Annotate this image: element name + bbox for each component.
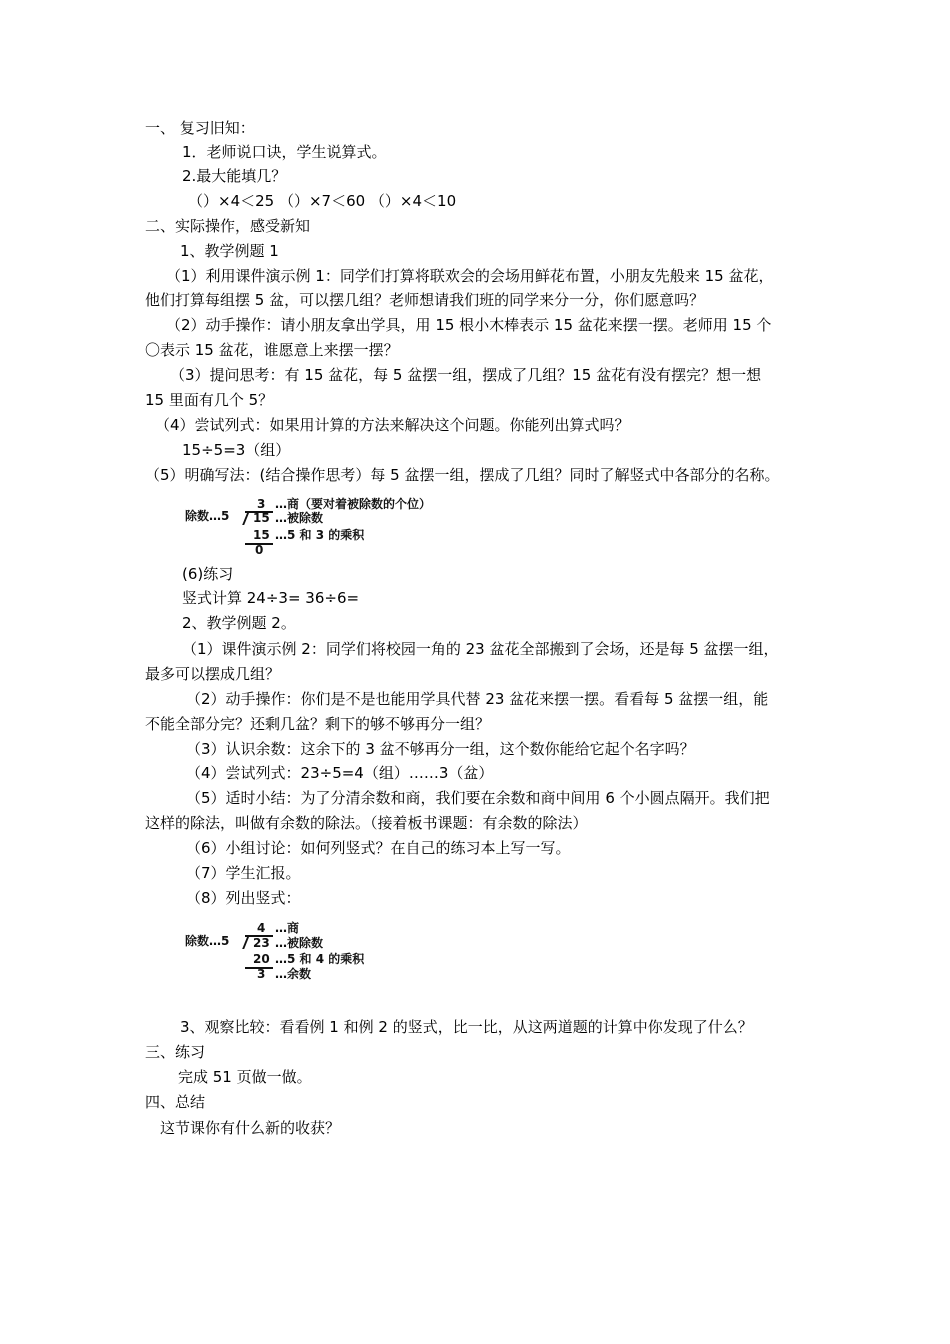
- division-bracket: [242, 935, 249, 949]
- text-line: 1、教学例题 1: [180, 242, 279, 260]
- remainder: 3: [257, 967, 266, 981]
- text-line: 15 里面有几个 5？: [145, 391, 274, 409]
- text-line: 二、实际操作，感受新知: [145, 217, 311, 235]
- text-line: （2）动手操作：你们是不是也能用学具代替 23 盆花来摆一摆。看看每 5 盆摆一组，能: [186, 690, 769, 708]
- text-line: 四、总结: [145, 1093, 206, 1111]
- dividend: 15: [253, 511, 270, 525]
- divisor-label: 除数…5: [185, 509, 230, 523]
- text-line: (6)练习: [182, 565, 234, 583]
- vertical-division-diagram-2: [185, 922, 405, 984]
- product-label: …5 和 4 的乘积: [275, 952, 365, 966]
- dividend-label: …被除数: [275, 936, 324, 950]
- text-line: 一、 复习旧知：: [145, 119, 255, 137]
- dividend: 23: [253, 936, 270, 950]
- division-bracket: [242, 511, 249, 525]
- text-line: （5）明确写法：(结合操作思考）每 5 盆摆一组，摆成了几组？同时了解竖式中各部分的名称。: [145, 466, 780, 484]
- text-line: 不能全部分完？还剩几盆？剩下的够不够再分一组？: [145, 715, 491, 733]
- vertical-division-diagram-1: [185, 497, 465, 559]
- text-line: （3）认识余数：这余下的 3 盆不够再分一组，这个数你能给它起个名字吗？: [186, 740, 695, 758]
- quotient: 4: [257, 921, 266, 935]
- product: 15: [253, 528, 270, 542]
- text-line: 竖式计算 24÷3= 36÷6=: [182, 589, 360, 607]
- text-line: （）×4＜25 （）×7＜60 （）×4＜10: [188, 192, 457, 210]
- text-line: （5）适时小结：为了分清余数和商，我们要在余数和商中间用 6 个小圆点隔开。我们把: [186, 789, 770, 807]
- text-line: （6）小组讨论：如何列竖式？在自己的练习本上写一写。: [186, 839, 571, 857]
- divisor-label: 除数…5: [185, 934, 230, 948]
- text-line: （4）尝试列式：如果用计算的方法来解决这个问题。你能列出算式吗？: [155, 416, 630, 434]
- text-line: 三、练习: [145, 1043, 206, 1061]
- text-line: （1）课件演示例 2：同学们将校园一角的 23 盆花全部搬到了会场，还是每 5 盆摆一组，: [182, 640, 779, 658]
- quotient-label: …商: [275, 921, 300, 935]
- remainder-label: …余数: [275, 967, 312, 981]
- dividend-label: …被除数: [275, 511, 324, 525]
- text-line: 〇表示 15 盆花，谁愿意上来摆一摆？: [145, 341, 399, 359]
- text-line: 完成 51 页做一做。: [178, 1068, 312, 1086]
- text-line: （2）动手操作：请小朋友拿出学具，用 15 根小木棒表示 15 盆花来摆一摆。老师用 15 个: [166, 316, 772, 334]
- text-line: 2.最大能填几？: [182, 167, 287, 185]
- text-line: 最多可以摆成几组？: [145, 665, 281, 683]
- text-line: 1．老师说口诀，学生说算式。: [182, 143, 387, 161]
- text-line: 他们打算每组摆 5 盆，可以摆几组？老师想请我们班的同学来分一分，你们愿意吗？: [145, 291, 705, 309]
- text-line: 2、教学例题 2。: [182, 614, 296, 632]
- product-label: …5 和 3 的乘积: [275, 528, 365, 542]
- text-line: 这节课你有什么新的收获？: [160, 1119, 341, 1137]
- quotient: 3: [257, 497, 266, 511]
- text-line: （8）列出竖式：: [186, 889, 301, 907]
- text-line: （7）学生汇报。: [186, 864, 301, 882]
- text-line: 3、观察比较：看看例 1 和例 2 的竖式，比一比，从这两道题的计算中你发现了什么？: [180, 1018, 753, 1036]
- text-line: （4）尝试列式：23÷5=4（组）……3（盆）: [186, 764, 494, 782]
- remainder: 0: [255, 543, 264, 557]
- text-line: （3）提问思考：有 15 盆花，每 5 盆摆一组，摆成了几组？15 盆花有没有摆完？想一想: [170, 366, 762, 384]
- text-line: 这样的除法，叫做有余数的除法。（接着板书课题：有余数的除法）: [145, 814, 588, 832]
- text-line: 15÷5=3（组）: [182, 441, 291, 459]
- quotient-label: …商（要对着被除数的个位）: [275, 497, 432, 511]
- text-line: （1）利用课件演示例 1：同学们打算将联欢会的会场用鲜花布置，小朋友先般来 15 盆花，: [166, 267, 774, 285]
- product: 20: [253, 952, 270, 966]
